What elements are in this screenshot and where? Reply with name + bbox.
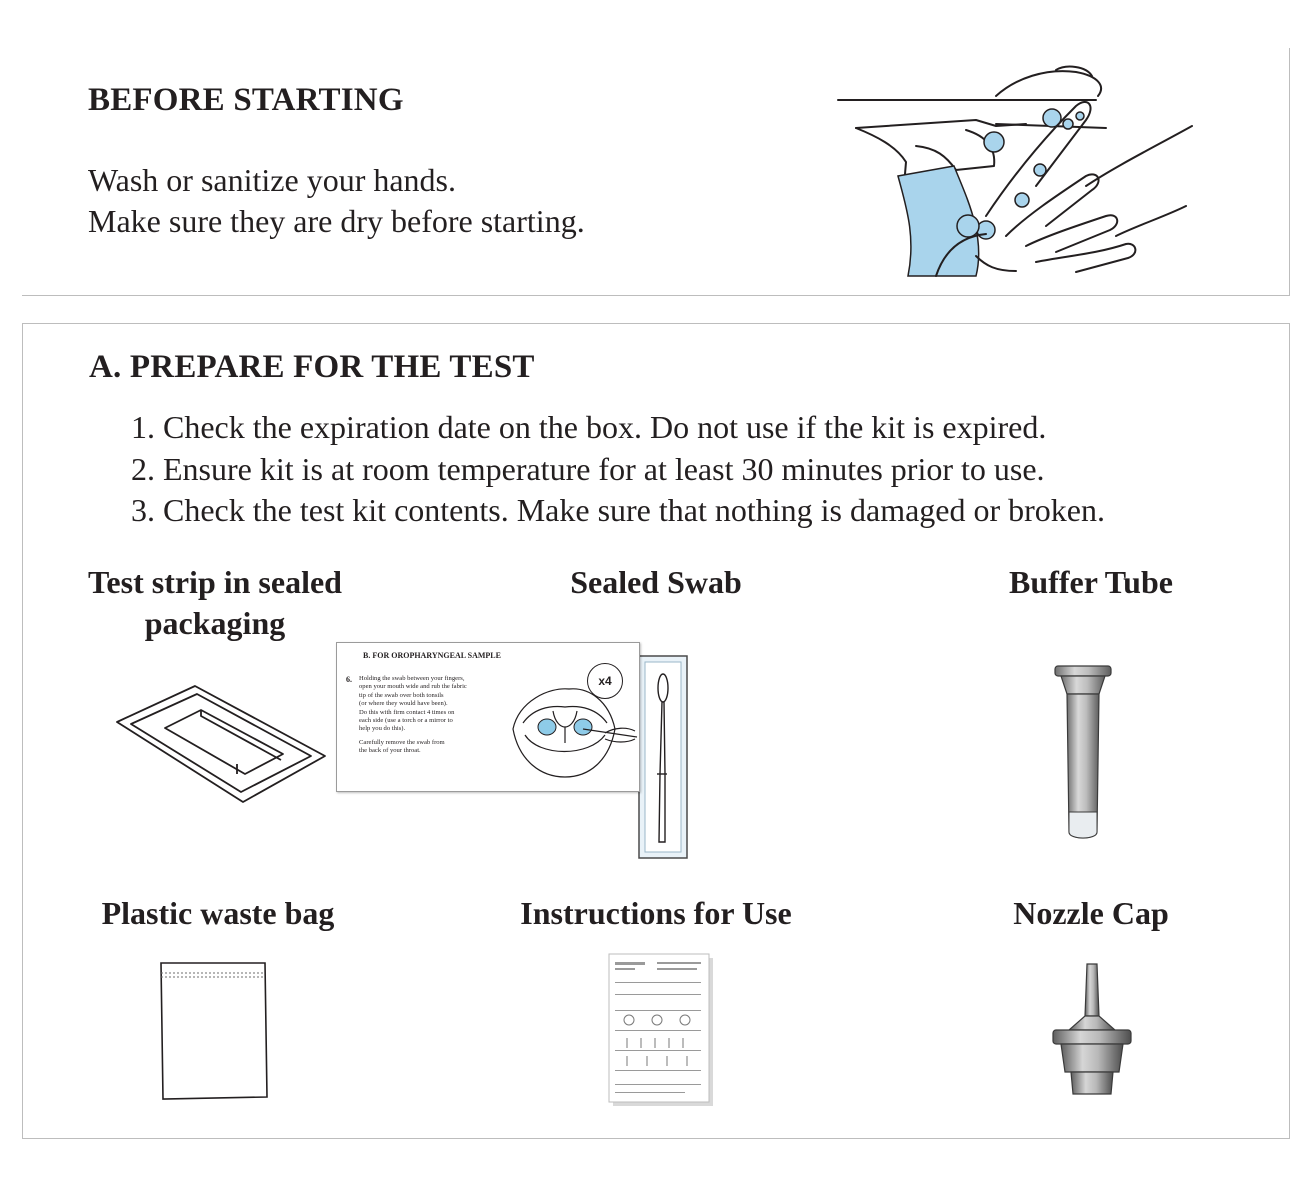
- inset-card-step-number: 6.: [346, 675, 352, 684]
- buffer-tube-illustration: [1053, 664, 1113, 844]
- buffer-tube-label: Buffer Tube: [1009, 564, 1173, 600]
- inset-card-line-4: (or where they would have been).: [359, 700, 448, 708]
- inset-card-line-7: help you do this).: [359, 725, 406, 733]
- inset-card-line-6: each side (use a torch or a mirror to: [359, 717, 453, 725]
- test-strip-packaging-illustration: [115, 684, 335, 804]
- inset-card-text: [359, 675, 467, 756]
- inset-card-line-3: tip of the swab over both tonsils: [359, 691, 444, 699]
- hand-washing-illustration: [836, 66, 1196, 286]
- inset-card-line-1: Holding the swab between your fingers,: [359, 675, 465, 682]
- ifu-label: Instructions for Use: [520, 895, 792, 931]
- nozzle-cap-label: Nozzle Cap: [1013, 895, 1169, 931]
- prepare-step-1: 1. Check the expiration date on the box. Do not use if the kit is expired.: [131, 409, 1047, 445]
- inset-card-line-8: Carefully remove the swab from: [359, 738, 445, 746]
- before-starting-panel: [22, 48, 1290, 296]
- sealed-swab-illustration: [635, 654, 691, 860]
- inset-card-line-9: the back of your throat.: [359, 747, 421, 755]
- ifu-document-illustration: [607, 954, 717, 1110]
- inset-card-line-5: Do this with firm contact 4 times on: [359, 708, 455, 716]
- test-strip-label: [63, 562, 367, 644]
- waste-bag-label: Plastic waste bag: [101, 895, 335, 931]
- test-strip-label-line-1: Test strip in sealed: [88, 564, 342, 600]
- prepare-steps-list: [131, 407, 1105, 532]
- waste-bag-illustration: [157, 959, 269, 1101]
- prepare-step-3: 3. Check the test kit contents. Make sure that nothing is damaged or broken.: [131, 492, 1105, 528]
- before-starting-line-1: Wash or sanitize your hands.: [88, 162, 456, 198]
- inset-card-line-2: open your mouth wide and rub the fabric: [359, 683, 467, 691]
- open-mouth-icon: [509, 683, 639, 783]
- prepare-step-2: 2. Ensure kit is at room temperature for at least 30 minutes prior to use.: [131, 450, 1045, 487]
- before-starting-line-2: Make sure they are dry before starting.: [88, 203, 585, 239]
- sealed-swab-label: Sealed Swab: [570, 564, 742, 600]
- oropharyngeal-instruction-card: [336, 642, 640, 792]
- prepare-heading: A. PREPARE FOR THE TEST: [89, 349, 535, 385]
- x4-badge-text: x4: [598, 674, 612, 688]
- before-starting-heading: BEFORE STARTING: [88, 82, 404, 118]
- inset-card-title: B. FOR OROPHARYNGEAL SAMPLE: [363, 651, 501, 660]
- prepare-panel: [22, 323, 1290, 1139]
- test-strip-label-line-2: packaging: [144, 605, 286, 641]
- nozzle-cap-illustration: [1049, 960, 1135, 1100]
